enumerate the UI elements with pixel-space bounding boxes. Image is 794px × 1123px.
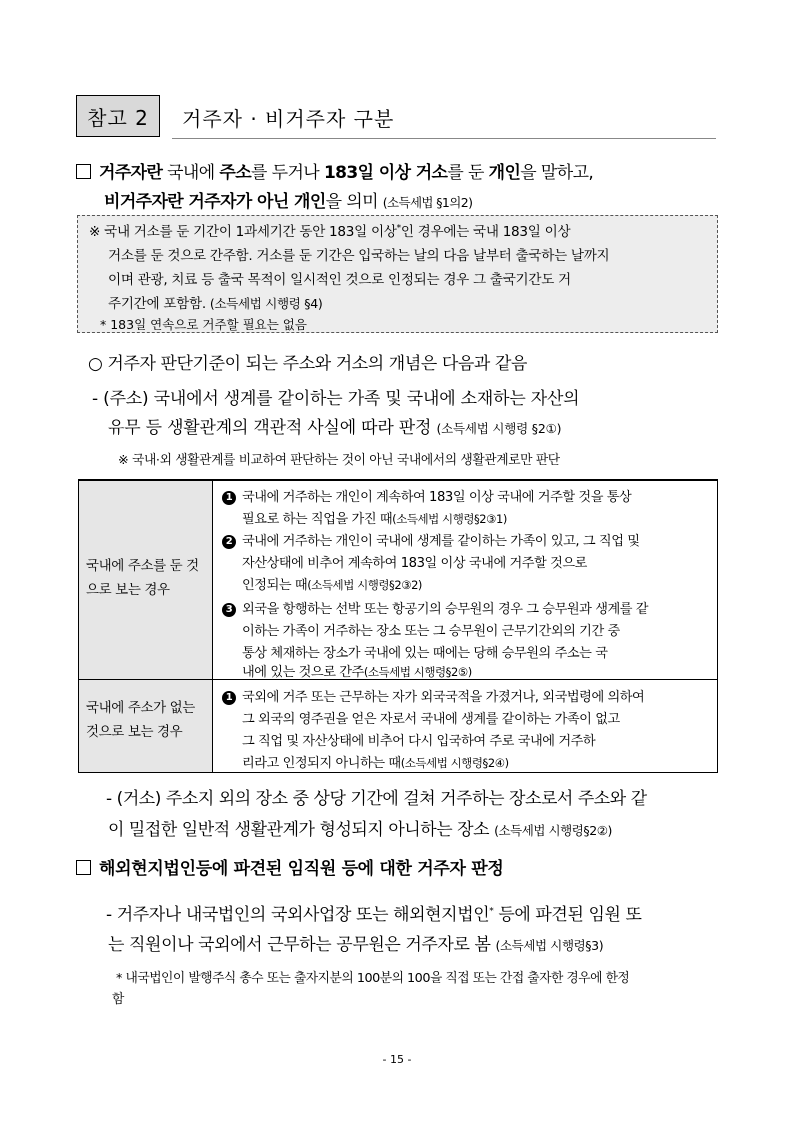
criteria-heading: ○ 거주자 판단기준이 되는 주소와 거소의 개념은 다음과 같음 <box>88 354 527 374</box>
note-line-2: 거소를 둔 것으로 간주함. 거소를 둔 기간은 입국하는 날의 다음 날부터 출국하는 날까지 <box>108 248 610 264</box>
checkbox-square-icon <box>76 860 91 875</box>
section2-line-1: - 거주자나 내국법인의 국외사업장 또는 해외현지법인* 등에 파견된 임원 또 <box>106 905 642 925</box>
item4-line-3: 그 직업 및 자산상태에 비추어 다시 입국하여 주로 국내에 거주하 <box>242 734 596 749</box>
residence-definition-line-1: - (거소) 주소지 외의 장소 중 상당 기간에 걸쳐 거주하는 장소로서 주소와 같 <box>106 789 647 809</box>
note-footnote: * 183일 연속으로 거주할 필요는 없음 <box>100 317 307 332</box>
row1-label: 국내에 주소를 둔 것 으로 보는 경우 <box>86 558 199 598</box>
note-line-1: ※ 국내 거소를 둔 기간이 1과세기간 동안 183일 이상*인 경우에는 국내 183일 이상 <box>89 223 571 240</box>
number-circle-icon: 1 <box>222 691 236 705</box>
item3-line-3: 통상 체재하는 장소가 국내에 있는 때에는 당해 승무원의 주소는 국 <box>242 646 608 661</box>
item3-line-2: 이하는 가족이 거주하는 장소 또는 그 승무원이 근무기간외의 기간 중 <box>242 624 620 639</box>
note-line-4: 주기간에 포함함. (소득세법 시행령 §4) <box>108 296 323 312</box>
definition-line-2: 비거주자란 거주자가 아닌 개인을 의미 (소득세법 §1의2) <box>104 192 473 212</box>
item2-line-2: 자산상태에 비추어 계속하여 183일 이상 국내에 거주할 것으로 <box>242 556 587 571</box>
number-circle-icon: 3 <box>222 603 236 617</box>
address-definition-line-2: 유무 등 생활관계의 객관적 사실에 따라 판정 (소득세법 시행령 §2①) <box>108 418 562 438</box>
item4-line-1: 1 국외에 거주 또는 근무하는 자가 외국국적을 가졌거나, 외국법령에 의하여 <box>222 686 644 705</box>
page-title: 거주자 · 비거주자 구분 <box>182 107 395 131</box>
item4-line-4: 리라고 인정되지 아니하는 때(소득세법 시행령§2④) <box>242 756 509 771</box>
item1-line-1: 1 국내에 거주하는 개인이 계속하여 183일 이상 국내에 거주할 것을 통상 <box>222 486 631 505</box>
section2-footnote-line-1: * 내국법인이 발행주식 총수 또는 출자지분의 100분의 100을 직접 또는 간접 출자한 경우에 한정 <box>116 971 630 986</box>
number-circle-icon: 1 <box>222 491 236 505</box>
address-note: ※ 국내·외 생활관계를 비교하여 판단하는 것이 아닌 국내에서의 생활관계로만 판단 <box>118 453 560 468</box>
note-line-3: 이며 관광, 치료 등 출국 목적이 일시적인 것으로 인정되는 경우 그 출국기간도 거 <box>108 272 571 288</box>
reference-label: 참고 2 <box>87 105 149 130</box>
section2-title: 해외현지법인등에 파견된 임직원 등에 대한 거주자 판정 <box>76 854 504 879</box>
address-definition-line-1: - (주소) 국내에서 생계를 같이하는 가족 및 국내에 소재하는 자산의 <box>92 389 580 409</box>
item2-line-3: 인정되는 때(소득세법 시행령§2③2) <box>242 578 422 593</box>
item3-line-1: 3 외국을 항행하는 선박 또는 항공기의 승무원의 경우 그 승무원과 생계를 같 <box>222 598 648 617</box>
page-number: - 15 - <box>382 1053 412 1066</box>
item3-line-4: 내에 있는 것으로 간주(소득세법 시행령§2⑤) <box>242 665 472 680</box>
checkbox-square-icon <box>76 164 91 179</box>
reference-label-box <box>76 95 160 137</box>
item4-line-2: 그 외국의 영주권을 얻은 자로서 국내에 생계를 같이하는 가족이 없고 <box>242 712 620 727</box>
row2-label: 국내에 주소가 없는 것으로 보는 경우 <box>86 700 195 740</box>
number-circle-icon: 2 <box>222 535 236 549</box>
section2-footnote-line-2: 함 <box>112 992 125 1007</box>
section2-line-2: 는 직원이나 국외에서 근무하는 공무원은 거주자로 봄 (소득세법 시행령§3) <box>108 935 604 955</box>
item1-line-2: 필요로 하는 직업을 가진 때(소득세법 시행령§2③1) <box>242 512 507 527</box>
table-top-border <box>78 479 718 481</box>
residence-definition-line-2: 이 밀접한 일반적 생활관계가 형성되지 아니하는 장소 (소득세법 시행령§2②) <box>108 820 612 840</box>
title-underline <box>172 138 716 139</box>
table-column-divider <box>212 479 213 773</box>
item2-line-1: 2 국내에 거주하는 개인이 국내에 생계를 같이하는 가족이 있고, 그 직업 및 <box>222 530 640 549</box>
definition-line-1: 거주자란 국내에 주소를 두거나 183일 이상 거소를 둔 개인을 말하고, <box>76 158 593 183</box>
